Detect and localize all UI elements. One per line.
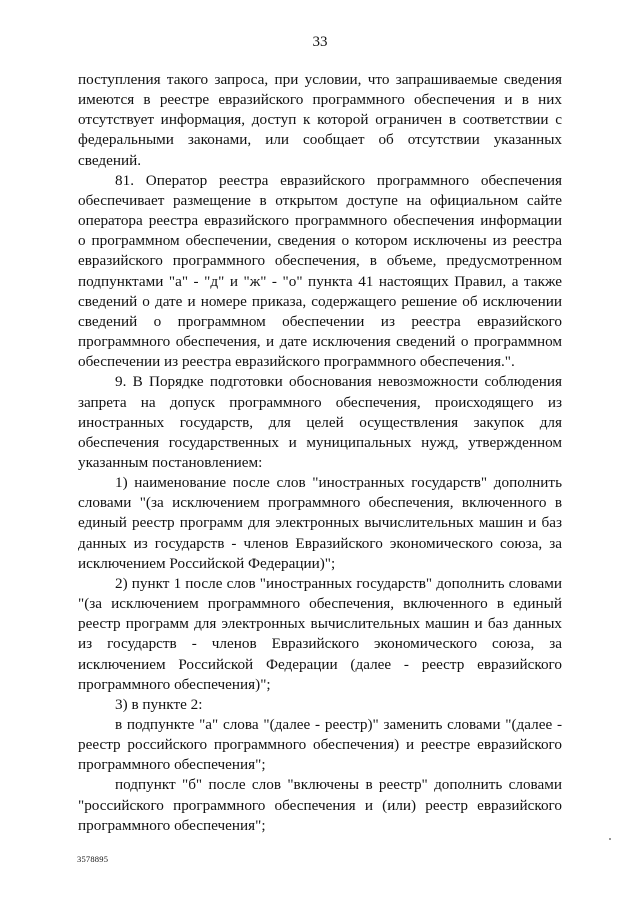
document-code: 3578895 [77, 854, 109, 864]
document-body [78, 70, 562, 836]
paragraph-subitem-3: 3) в пункте 2: [115, 695, 203, 713]
scan-mark [609, 838, 611, 840]
paragraph-subpoint-b: подпункт "б" после слов "включены в реестр" дополнить словами "российского программного обеспечения и (или) реестр евразийского программного обеспечения"; [78, 776, 562, 834]
paragraph-subitem-1: 1) наименование после слов "иностранных государств" дополнить словами "(за исключением программного обеспечения, включенного в единый реестр программ для электронных вычислительных машин и баз данных из государств - членов Евразийского экономического союза, за исключением Российской Федерации)"; [78, 474, 562, 572]
paragraph-item-81: 81. Оператор реестра евразийского программного обеспечения обеспечивает размещение в открытом доступе на официальном сайте оператора реестра евразийского программного обеспечения информации о программном обеспечении, сведения о котором исключены из реестра евразийского программного обеспечения, в объеме, предусмотренном подпунктами "а" - "д" и "ж" - "о" пункта 41 настоящих Правил, а также сведений о дате и номере приказа, содержащего решение об исключении сведений о программном обеспечении из реестра евразийского программного обеспечения, и дате исключения сведений о программном обеспечении из реестра евразийского программного обеспечения.". [78, 171, 562, 371]
paragraph-continuation: поступления такого запроса, при условии, что запрашиваемые сведения имеются в реестре евразийского программного обеспечения и в них отсутствует информация, доступ к которой ограничен в соответствии с федеральными законами, или сообщает об отсутствии указанных сведений. [78, 71, 562, 169]
paragraph-subitem-2: 2) пункт 1 после слов "иностранных государств" дополнить словами "(за исключением программного обеспечения, включенного в единый реестр программ для электронных вычислительных машин и баз данных из государств - членов Евразийского экономического союза, за исключением Российской Федерации (далее - реестр евразийского программного обеспечения)"; [78, 574, 562, 693]
paragraph-subpoint-a: в подпункте "а" слова "(далее - реестр)" заменить словами "(далее - реестр российского программного обеспечения) и реестре евразийского программного обеспечения"; [78, 716, 562, 774]
paragraph-item-9: 9. В Порядке подготовки обоснования невозможности соблюдения запрета на допуск программного обеспечения, происходящего из иностранных государств, для целей осуществления закупок для обеспечения государственных и муниципальных нужд, утвержденном указанным постановлением: [78, 373, 562, 471]
page-number: 33 [312, 34, 328, 50]
